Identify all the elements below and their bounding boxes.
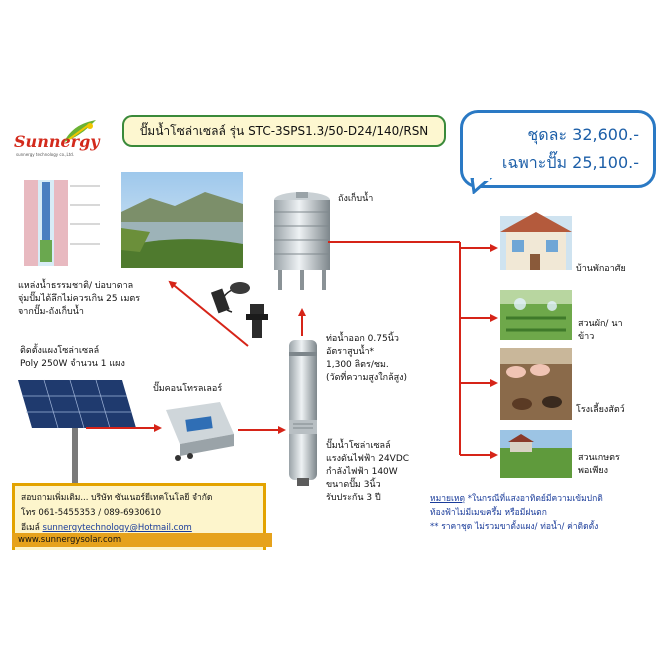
contact-email-row: อีเมล์ sunnergytechnology@Hotmail.com xyxy=(21,523,192,533)
brand-name: Sunnergy xyxy=(14,132,100,151)
controller-label: ปั๊มคอนโทรลเลอร์ xyxy=(153,384,223,394)
page-title: ปั๊มน้ำโซล่าเซลล์ รุ่น STC-3SPS1.3/50-D24/140/RSN xyxy=(122,115,446,147)
contact-phone: โทร 061-5455353 / 089-6930610 xyxy=(21,508,161,518)
solar-panel-label: ติดตั้งแผงโซล่าเซลล์ Poly 250W จำนวน 1 แผง xyxy=(20,346,125,369)
notes-title: หมายเหตุ xyxy=(430,494,465,504)
float-switch xyxy=(211,282,250,313)
outlet-spec: ท่อน้ำออก 0.75นิ้ว อัตราสูบน้ำ* 1,300 ลิตร/ชม. (วัดที่ความสูงใกล้สูง) xyxy=(326,334,408,383)
website-link[interactable]: www.sunnergysolar.com xyxy=(12,533,272,547)
pump-controller xyxy=(166,402,234,461)
livestock-photo xyxy=(500,348,572,420)
pump-spec: ปั๊มน้ำโซล่าเซลล์ แรงดันไฟฟ้า 24VDC กำลังไฟฟ้า 140W ขนาดปั๊ม 3นิ้ว รับประกัน 3 ปี xyxy=(326,441,410,503)
water-tank xyxy=(274,192,330,290)
borehole-diagram xyxy=(14,172,104,272)
pond-photo xyxy=(121,172,243,268)
notes-line-2: ท้องฟ้าไม่มีเมฆครึ้ม หรือมีฝนตก xyxy=(430,508,547,518)
solar-panel xyxy=(18,380,136,490)
tank-label: ถังเก็บน้ำ xyxy=(338,194,374,204)
submersible-pump xyxy=(289,340,317,486)
water-source-label: แหล่งน้ำธรรมชาติ/ บ่อบาดาล จุ่มปั๊มได้ลึกไม่ควรเกิน 25 เมตร จากปั๊ม-ถังเก็บน้ำ xyxy=(18,281,141,317)
farm-photo xyxy=(500,430,572,478)
notes-line-3: ** ราคาชุด ไม่รวมขาตั้งแผง/ ท่อน้ำ/ ค่าติดตั้ง xyxy=(430,522,599,532)
vegetable-garden-photo xyxy=(500,290,572,340)
contact-intro: สอบถามเพิ่มเติม... บริษัท ซันเนอร์ยีเทคโนโลยี จำกัด xyxy=(21,493,213,503)
use-house-label: บ้านพักอาศัย xyxy=(576,264,626,274)
use-livestock-label: โรงเลี้ยงสัตว์ xyxy=(576,405,625,415)
use-garden-label: สวนผัก/ นาข้าว xyxy=(578,319,623,342)
price-set: ชุดละ 32,600.- xyxy=(527,125,639,144)
pump-outlet-fitting xyxy=(246,304,268,338)
house-photo xyxy=(500,212,572,270)
price-pump-only: เฉพาะปั๊ม 25,100.- xyxy=(501,153,639,172)
brand-tagline: sunnergy technology co.,Ltd. xyxy=(16,152,75,157)
notes xyxy=(430,492,603,534)
use-farm-label: สวนเกษตร พอเพียง xyxy=(578,453,620,476)
contact-email-link[interactable]: sunnergytechnology@Hotmail.com xyxy=(42,523,192,533)
notes-line-1: *ในกรณีที่แสงอาทิตย์มีความเข้มปกติ xyxy=(465,494,603,504)
